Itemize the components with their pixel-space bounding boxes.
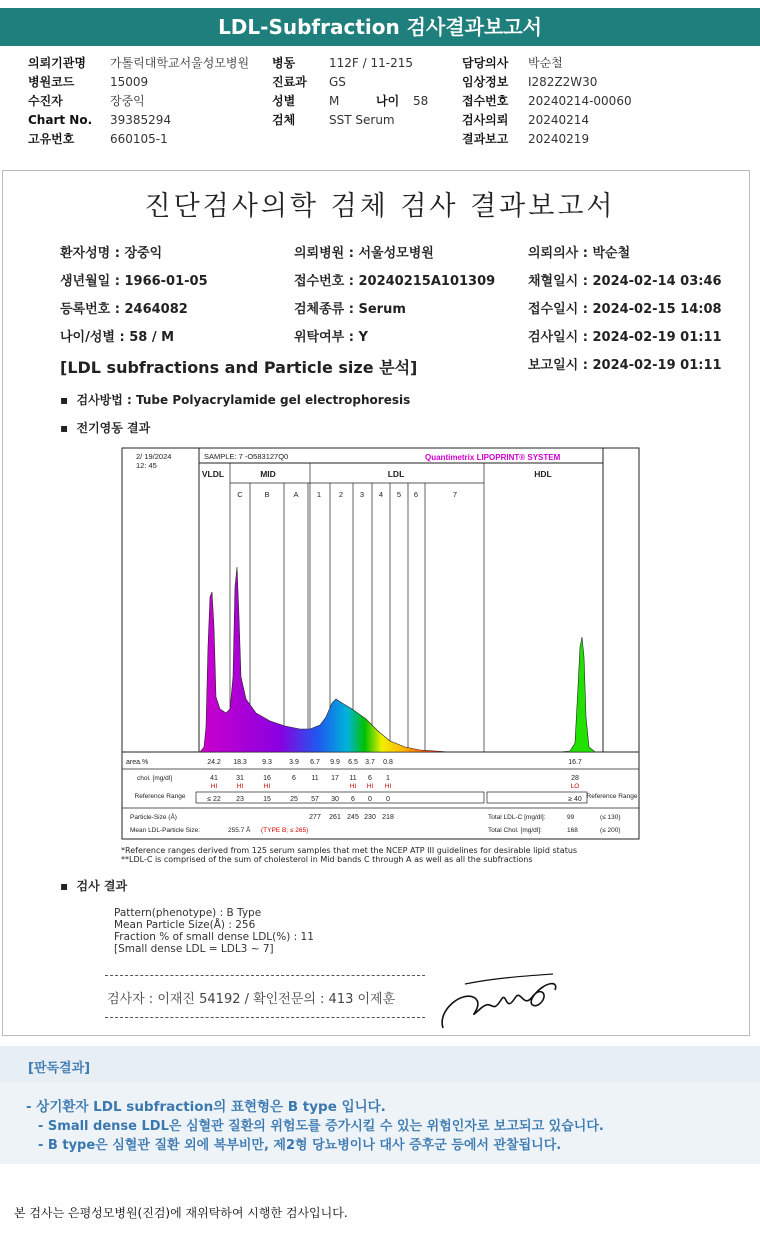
ref-value: 25 — [290, 796, 298, 803]
area-value: 3.9 — [289, 759, 299, 766]
chol-value: 6 — [368, 775, 372, 782]
field-doctor: 의뢰의사 : 박순철 — [528, 246, 631, 261]
chart-brand: Quantimetrix LIPOPRINT® SYSTEM — [425, 453, 561, 462]
chol-row-label: chol. [mg/dl] — [137, 775, 173, 782]
hdl-chol-value: 28 — [571, 775, 579, 782]
mean-size-label: Mean LDL-Particle Size: — [130, 827, 201, 834]
chol-value: 11 — [311, 775, 319, 782]
particle-value: 277 — [309, 814, 321, 821]
field-birthdate: 생년월일 : 1966-01-05 — [60, 274, 208, 289]
signature-block — [105, 975, 425, 1018]
area-value: 9.9 — [330, 759, 340, 766]
field-report-time: 보고일시 : 2024-02-19 01:11 — [528, 358, 722, 373]
judgement-line-1: - 상기환자 LDL subfraction의 표현형은 B type 입니다. — [26, 1099, 386, 1115]
hdl-area-value: 16.7 — [568, 759, 582, 766]
paper-title: 진단검사의학 검체 검사 결과보고서 — [144, 191, 616, 222]
band-label-c: C — [237, 490, 243, 499]
flag-hi: HI — [349, 783, 357, 790]
method-line: ▪ 검사방법 : Tube Polyacrylamide gel electrophoresis — [60, 393, 411, 407]
judgement-header — [0, 1046, 760, 1082]
judgement-line-2: - Small dense LDL은 심혈관 질환의 위험도를 증가시킬 수 있는 위험인자로 보고되고 있습니다. — [38, 1119, 604, 1134]
particle-row-label: Particle-Size (Å) — [130, 814, 177, 821]
band-label-5: 5 — [396, 490, 402, 499]
total-chol-label: Total Chol. [mg/dl]: — [488, 827, 542, 834]
area-value: 24.2 — [207, 759, 221, 766]
chart-time: 12: 45 — [136, 461, 157, 470]
flag-hi: HI — [263, 783, 271, 790]
field-receive-time: 접수일시 : 2024-02-15 14:08 — [528, 302, 722, 317]
report-header: LDL-Subfraction 검사결과보고서 — [0, 8, 760, 46]
flag-hi: HI — [366, 783, 374, 790]
region-label-vldl: VLDL — [201, 469, 225, 479]
ref-value: 6 — [351, 796, 355, 803]
total-ldl-value: 99 — [567, 814, 575, 821]
band-label-b: B — [264, 490, 270, 499]
flag-hi: HI — [384, 783, 392, 790]
flag-lo: LO — [570, 783, 580, 790]
area-value: 6.7 — [310, 759, 320, 766]
band-label-3: 3 — [359, 490, 365, 499]
total-chol-ref: (≤ 200) — [600, 827, 621, 834]
ref-value: 0 — [368, 796, 372, 803]
total-chol-value: 168 — [567, 827, 578, 834]
ref-row-label: Reference Range — [134, 793, 186, 800]
particle-value: 218 — [382, 814, 394, 821]
judgement-line-3: - B type은 심혈관 질환 외에 복부비만, 제2형 당뇨병이나 대사 증후군 등에서 관찰됩니다. — [38, 1138, 562, 1153]
region-label-hdl: HDL — [534, 469, 552, 479]
judgement-title: [판독결과] — [28, 1061, 91, 1076]
chol-value: 41 — [210, 775, 218, 782]
ref-value: 0 — [386, 796, 390, 803]
info-col-1: 의뢰기관명 가톨릭대학교서울성모병원 병원코드 15009 수진자 장중익 Chart No. 39385294 고유번호 660105-1 — [28, 56, 250, 146]
ref-value: 23 — [236, 796, 244, 803]
section-title: [LDL subfractions and Particle size 분석] — [60, 358, 418, 377]
ref-value: 15 — [263, 796, 271, 803]
band-label-1: 1 — [316, 490, 322, 499]
total-ldl-ref: (≤ 130) — [600, 814, 621, 821]
band-label-6: 6 — [413, 490, 419, 499]
chol-value: 11 — [349, 775, 357, 782]
chart-sample: SAMPLE: 7 -O583127Q0 — [204, 452, 289, 461]
field-hospital: 의뢰병원 : 서울성모병원 — [294, 246, 434, 261]
chol-value: 31 — [236, 775, 244, 782]
hdl-ref-value: ≥ 40 — [568, 796, 582, 803]
footer-note: 본 검사는 은평성모병원(진검)에 재위탁하여 시행한 검사입니다. — [14, 1206, 348, 1220]
field-patient-name: 환자성명 : 장중익 — [60, 246, 163, 261]
info-col-2: 병동 112F / 11-215 진료과 GS 성별 M 나이 58 검체 SST Serum — [272, 56, 429, 127]
mean-size-value: 255.7 Å — [228, 827, 251, 834]
ref-row-label-right: Reference Range — [586, 793, 638, 800]
result-lines: Pattern(phenotype) : B Type Mean Particle Size(Å) : 256 Fraction % of small dense LDL(%) : 11 [Small dense LDL = LDL3 ~ 7] — [114, 907, 314, 955]
field-specimen: 검체종류 : Serum — [294, 302, 406, 317]
area-row-label: area.% — [126, 759, 149, 766]
lipoprint-chart — [120, 447, 641, 841]
area-value: 6.5 — [348, 759, 358, 766]
result-title: ▪ 검사 결과 — [60, 879, 128, 893]
signature-scribble — [435, 970, 565, 1034]
ref-value: ≤ 22 — [207, 796, 221, 803]
chart-footnotes: *Reference ranges derived from 125 serum samples that met the NCEP ATP III guidelines for desirable lipid status **LDL-C is comprised of the sum of cholesterol in Mid bands C through A as well as all the subfractions — [121, 846, 578, 864]
field-outsource: 위탁여부 : Y — [294, 330, 368, 345]
particle-value: 261 — [329, 814, 341, 821]
area-value: 18.3 — [233, 759, 247, 766]
chol-value: 6 — [292, 775, 296, 782]
area-value: 0.8 — [383, 759, 393, 766]
field-collect-time: 채혈일시 : 2024-02-14 03:46 — [528, 274, 722, 289]
particle-value: 230 — [364, 814, 376, 821]
field-reg-no: 등록번호 : 2464082 — [60, 302, 188, 317]
chol-value: 1 — [386, 775, 390, 782]
band-label-a: A — [293, 490, 299, 499]
electro-title: ▪ 전기영동 결과 — [60, 421, 151, 435]
field-age-sex: 나이/성별 : 58 / M — [60, 330, 175, 345]
flag-hi: HI — [236, 783, 244, 790]
field-accession: 접수번호 : 20240215A101309 — [294, 274, 496, 289]
band-label-7: 7 — [452, 490, 458, 499]
ref-value: 57 — [311, 796, 319, 803]
chol-value: 16 — [263, 775, 271, 782]
total-ldl-label: Total LDL-C [mg/dl]: — [488, 814, 546, 821]
type-label: (TYPE B; ≤ 265) — [261, 827, 309, 834]
field-test-time: 검사일시 : 2024-02-19 01:11 — [528, 330, 722, 345]
info-col-3: 담당의사 박순철 임상정보 I282Z2W30 접수번호 20240214-00060 검사의뢰 20240214 결과보고 20240219 — [462, 56, 632, 146]
area-value: 9.3 — [262, 759, 272, 766]
band-label-4: 4 — [378, 490, 384, 499]
region-label-ldl: LDL — [387, 469, 405, 479]
chol-value: 17 — [331, 775, 339, 782]
area-value: 3.7 — [365, 759, 375, 766]
particle-value: 245 — [347, 814, 359, 821]
region-label-mid: MID — [260, 469, 276, 479]
signer-line: 검사자 : 이재진 54192 / 확인전문의 : 413 이제훈 — [107, 992, 396, 1007]
chart-date: 2/ 19/2024 — [136, 452, 172, 461]
ref-value: 30 — [331, 796, 339, 803]
flag-hi: HI — [210, 783, 218, 790]
band-label-2: 2 — [338, 490, 344, 499]
